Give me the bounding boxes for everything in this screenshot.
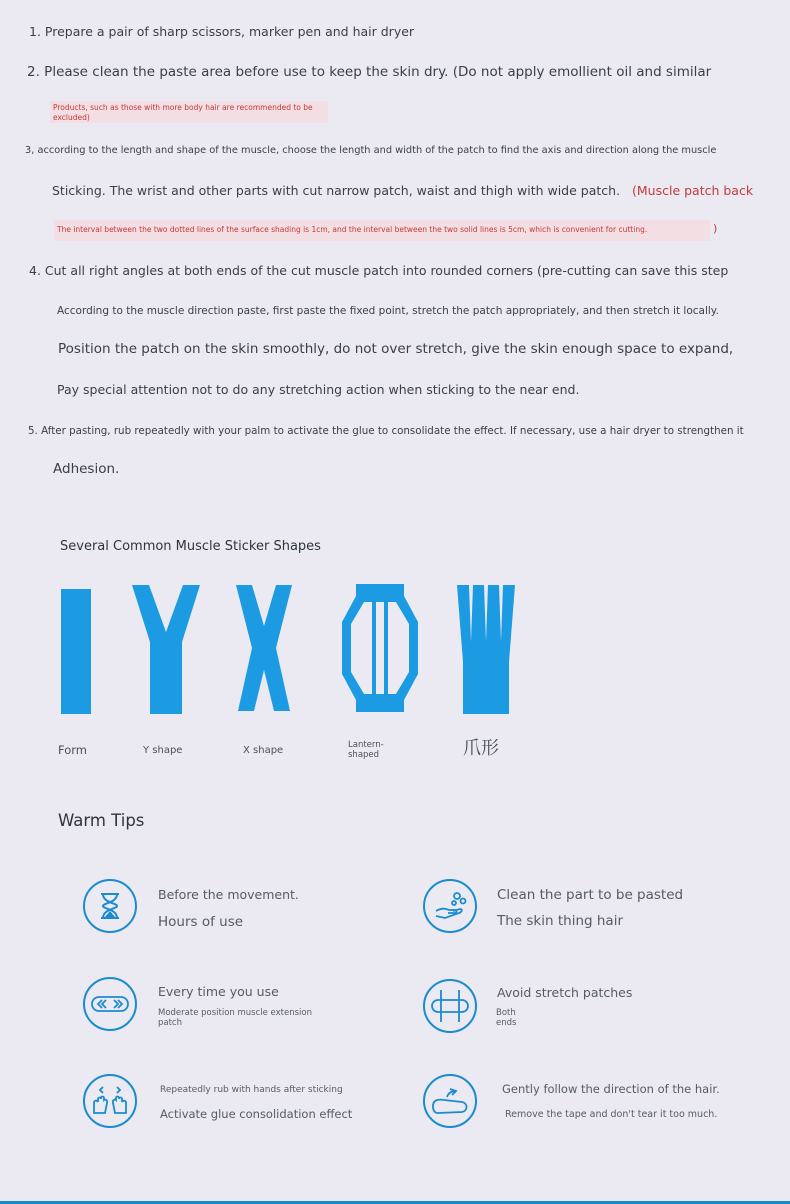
hourglass-icon [83,879,137,933]
tip-1-line2: Hours of use [158,914,244,930]
shape-label-form: Form [58,743,87,757]
step-3-note: The interval between the two dotted lines of the surface shading is 1cm, and the interval between the two solid lines is 5cm, which is convenient for cutting. [54,220,710,241]
tip-2-line2: The skin thing hair [497,913,623,929]
step-2: 2. Please clean the paste area before use to keep the skin dry. (Do not apply emollient oil and similar [27,64,712,80]
shape-label-claw: 爪形 [463,738,499,759]
step-2-note: Products, such as those with more body hair are recommended to be excluded) [50,101,328,123]
tip-5-line2: Activate glue consolidation effect [160,1107,353,1121]
patch-stretch-icon [83,977,137,1031]
step-4-b: Position the patch on the skin smoothly, do not over stretch, give the skin enough space to expand, [58,341,734,357]
shape-label-x: X shape [243,745,284,756]
step-3-note-end: ) [713,222,718,235]
step-3-red: (Muscle patch back [632,183,754,198]
tape-removal-icon [423,1074,477,1128]
shape-label-lantern: Lantern-shaped [348,740,384,760]
step-4-c: Pay special attention not to do any stretching action when sticking to the near end. [57,382,580,397]
step-3: 3, according to the length and shape of the muscle, choose the length and width of the patch to find the axis and direction along the muscle [25,145,717,156]
i-shape-icon [61,582,93,714]
x-shape-icon [236,582,292,714]
step-5-cont: Adhesion. [53,461,120,477]
tip-4-line1: Avoid stretch patches [497,985,633,1000]
claw-shape-icon [457,582,515,714]
tip-3-line2: Moderate position muscle extension patch [158,1008,312,1028]
shape-label-y: Y shape [143,745,183,756]
tips-title: Warm Tips [58,811,145,830]
lantern-shape-icon [341,582,419,714]
tip-6-line1: Gently follow the direction of the hair. [502,1082,720,1096]
tip-1-line1: Before the movement. [158,887,299,902]
tip-2-line1: Clean the part to be pasted [497,887,684,903]
rubbing-hands-icon [83,1074,137,1128]
step-5: 5. After pasting, rub repeatedly with your palm to activate the glue to consolidate the effect. If necessary, use a hair dryer to strengthen it [28,425,744,437]
y-shape-icon [132,582,200,714]
hand-washing-icon [423,879,477,933]
tip-3-line1: Every time you use [158,984,279,999]
step-3-cont: Sticking. The wrist and other parts with cut narrow patch, waist and thigh with wide patch. [52,183,621,198]
shapes-title: Several Common Muscle Sticker Shapes [60,539,321,554]
patch-ends-icon [423,979,477,1033]
step-4: 4. Cut all right angles at both ends of the cut muscle patch into rounded corners (pre-cutting can save this step [29,263,729,278]
tip-6-line2: Remove the tape and don't tear it too much. [505,1109,718,1120]
tip-5-line1: Repeatedly rub with hands after sticking [160,1085,343,1095]
step-1: 1. Prepare a pair of sharp scissors, marker pen and hair dryer [29,24,415,39]
tip-4-line2: Both ends [496,1008,517,1028]
step-4-a: According to the muscle direction paste, first paste the fixed point, stretch the patch appropriately, and then stretch it locally. [57,305,719,317]
